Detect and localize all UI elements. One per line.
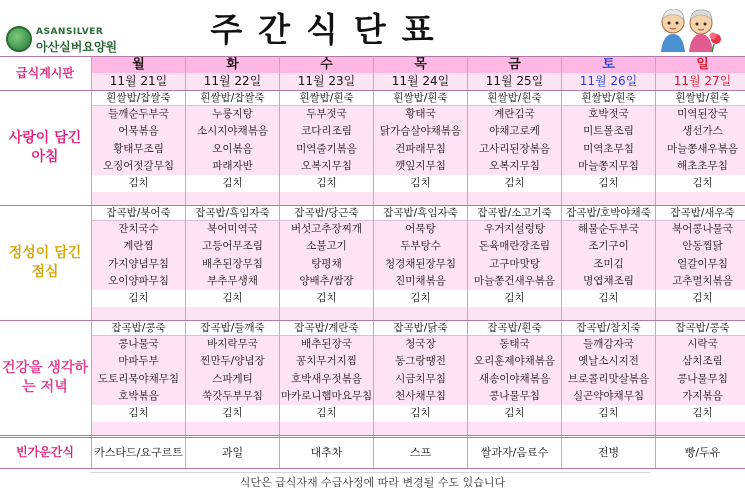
side-dish-item: 가지볶음	[682, 389, 723, 402]
meal-cell	[656, 90, 745, 205]
side-dish-item: 깻잎지무침	[395, 159, 446, 172]
side-dish-item: 오이양파무침	[108, 274, 169, 287]
side-dish-item: 마늘쫑지무침	[578, 159, 639, 172]
rice-porridge-item: 잡곡밥/호박야채죽	[562, 205, 655, 221]
column-divider	[561, 56, 562, 468]
side-dish-item: 소시지야채볶음	[196, 125, 268, 138]
snack-item: 과일	[186, 439, 279, 466]
snack-item: 스프	[374, 439, 467, 466]
side-dish-item: 고추멸치볶음	[672, 274, 733, 287]
rice-porridge-item: 흰쌀밥/흰죽	[280, 90, 373, 106]
side-dish-item: 김치	[92, 405, 185, 422]
side-dish-item: 부추무생채	[207, 274, 258, 287]
side-dish-item: 청국장	[405, 338, 436, 350]
row-divider	[0, 437, 745, 438]
side-dish-item: 미역줄기볶음	[296, 142, 357, 155]
side-dish-item: 북어콩나물국	[672, 223, 733, 235]
side-dish-item: 야채고로케	[489, 125, 540, 138]
rice-porridge-item: 잡곡밥/들깨죽	[186, 320, 279, 336]
day-name: 화	[186, 56, 279, 73]
side-dish-item: 두부탕수	[400, 240, 441, 253]
side-dish-item: 시금치무침	[395, 372, 446, 385]
rice-porridge-item: 잡곡밥/닭죽	[374, 320, 467, 336]
rice-porridge-item: 흰쌀밥/흰죽	[562, 90, 655, 106]
rice-porridge-item: 잡곡밥/흑임자죽	[186, 205, 279, 221]
side-dish-item: 브로콜리맛살볶음	[567, 372, 650, 385]
day-header	[280, 56, 373, 90]
side-dish-item: 탕평채	[311, 257, 342, 270]
rice-porridge-item: 잡곡밥/콩죽	[92, 320, 185, 336]
meal-cell	[280, 320, 373, 435]
page-title: 주간식단표	[210, 10, 450, 49]
day-header	[374, 56, 467, 90]
row-divider	[0, 435, 745, 436]
side-dish-item: 동그랑땡전	[395, 355, 446, 368]
side-dish-item: 김치	[280, 405, 373, 422]
rice-porridge-item: 잡곡밥/소고기죽	[468, 205, 561, 221]
side-dish-item: 호박젓국	[588, 108, 629, 120]
side-dish-item: 생선가스	[682, 125, 723, 138]
dinner-label: 건강을 생각하는 저녁	[0, 320, 90, 435]
meal-cell	[280, 90, 373, 205]
rice-porridge-item: 잡곡밥/흑임자죽	[374, 205, 467, 221]
side-dish-item: 김치	[468, 290, 561, 307]
row-divider	[0, 468, 745, 469]
rice-porridge-item: 흰쌀밥/찹쌀죽	[186, 90, 279, 106]
day-date: 11월 23일	[280, 73, 373, 90]
side-dish-item: 계란김국	[494, 108, 535, 120]
side-dish-item: 닭가슴살야채볶음	[379, 125, 462, 138]
day-name: 일	[656, 56, 745, 73]
logo-name: 아산실버요양원	[36, 40, 118, 54]
snack-item: 빵/두유	[656, 439, 745, 466]
row-divider	[0, 56, 745, 57]
snack-item: 대추차	[280, 439, 373, 466]
column-divider	[655, 56, 656, 468]
day-date: 11월 24일	[374, 73, 467, 90]
side-dish-item: 건파래무침	[395, 142, 446, 155]
side-dish-item: 오복지무침	[301, 159, 352, 172]
side-dish-item: 호박볶음	[118, 389, 159, 402]
side-dish-item: 김치	[656, 405, 745, 422]
side-dish-item: 명엽채조림	[583, 274, 634, 287]
side-dish-item: 삼치조림	[682, 355, 723, 368]
side-dish-item: 고구마맛탕	[489, 257, 540, 270]
rice-porridge-item: 잡곡밥/북어죽	[92, 205, 185, 221]
side-dish-item: 바지락무국	[207, 338, 258, 350]
rice-porridge-item: 흰쌀밥/흰죽	[374, 90, 467, 106]
side-dish-item: 양배추/쌈장	[299, 274, 354, 287]
side-dish-item: 동태국	[499, 338, 530, 350]
snack-item: 카스타드/요구르트	[92, 439, 185, 466]
meal-cell	[656, 320, 745, 435]
snack-item: 전병	[562, 439, 655, 466]
side-dish-item: 김치	[186, 290, 279, 307]
side-dish-item: 소불고기	[306, 240, 347, 253]
side-dish-item: 배추된장무침	[202, 257, 263, 270]
side-dish-item: 고사리된장볶음	[478, 142, 550, 155]
rice-porridge-item: 잡곡밥/콩죽	[656, 320, 745, 336]
side-dish-item: 콩나물무침	[489, 389, 540, 402]
side-dish-item: 김치	[186, 405, 279, 422]
day-name: 금	[468, 56, 561, 73]
side-dish-item: 옛날소시지전	[578, 355, 639, 368]
side-dish-item: 김치	[562, 405, 655, 422]
side-dish-item: 김치	[374, 175, 467, 192]
menu-board-label: 급식계시판	[0, 56, 90, 90]
side-dish-item: 배추된장국	[301, 338, 352, 350]
rice-porridge-item: 흰쌀밥/흰죽	[656, 90, 745, 106]
meal-cell	[92, 320, 185, 435]
side-dish-item: 마카로니햄마요무침	[280, 389, 373, 402]
grandparents-mascot-icon	[651, 6, 723, 54]
meal-cell	[374, 90, 467, 205]
snack-label: 빈가운간식	[0, 439, 90, 466]
side-dish-item: 스파게티	[212, 372, 253, 385]
meal-cell	[374, 320, 467, 435]
side-dish-item: 실곤약야채무침	[572, 389, 644, 402]
side-dish-item: 황태국	[405, 108, 436, 120]
column-divider	[373, 56, 374, 468]
side-dish-item: 김치	[656, 175, 745, 192]
side-dish-item: 김치	[562, 290, 655, 307]
side-dish-item: 가지양념무침	[108, 257, 169, 270]
side-dish-item: 호박새우젓볶음	[290, 372, 362, 385]
side-dish-item: 황태무조림	[113, 142, 164, 155]
logo-subtitle: ASANSILVER	[36, 27, 104, 37]
meal-cell	[656, 205, 745, 320]
side-dish-item: 돈육매란장조림	[478, 240, 550, 253]
side-dish-item: 잔치국수	[118, 223, 159, 235]
rice-porridge-item: 잡곡밥/새우죽	[656, 205, 745, 221]
side-dish-item: 꽁치무거지찜	[296, 355, 357, 368]
side-dish-item: 김치	[374, 405, 467, 422]
rice-porridge-item: 흰쌀밥/흰죽	[468, 90, 561, 106]
meal-cell	[186, 320, 279, 435]
side-dish-item: 고등어무조림	[202, 240, 263, 253]
row-divider	[0, 320, 745, 321]
day-name: 토	[562, 56, 655, 73]
side-dish-item: 들깨감자국	[583, 338, 634, 350]
side-dish-item: 천사채무침	[395, 389, 446, 402]
day-name: 목	[374, 56, 467, 73]
meal-cell	[92, 205, 185, 320]
side-dish-item: 어묵탕	[405, 223, 436, 235]
side-dish-item: 쑥갓두부무침	[202, 389, 263, 402]
side-dish-item: 콩나물국	[118, 338, 159, 350]
side-dish-item: 계란찜	[123, 240, 154, 253]
breakfast-label: 사랑이 담긴 아침	[0, 90, 90, 205]
lunch-label: 정성이 담긴 점심	[0, 205, 90, 320]
day-date: 11월 21일	[92, 73, 185, 90]
footer-note: 식단은 급식자재 수급사정에 따라 변경될 수도 있습니다	[239, 476, 506, 489]
side-dish-item: 김치	[562, 175, 655, 192]
side-dish-item: 코다리조림	[301, 125, 352, 138]
day-date: 11월 22일	[186, 73, 279, 90]
side-dish-item: 오복지무침	[489, 159, 540, 172]
side-dish-item: 청경채된장무침	[384, 257, 456, 270]
side-dish-item: 김치	[280, 290, 373, 307]
day-name: 월	[92, 56, 185, 73]
side-dish-item: 오징어젓갈무침	[102, 159, 174, 172]
day-header	[92, 56, 185, 90]
row-divider	[0, 205, 745, 206]
side-dish-item: 북어미역국	[207, 223, 258, 235]
side-dish-item: 김치	[656, 290, 745, 307]
meal-cell	[92, 90, 185, 205]
side-dish-item: 오리훈제야채볶음	[473, 355, 556, 368]
day-date: 11월 25일	[468, 73, 561, 90]
side-dish-item: 조미김	[593, 257, 624, 270]
rice-porridge-item: 흰쌀밥/찹쌀죽	[92, 90, 185, 106]
side-dish-item: 오이볶음	[212, 142, 253, 155]
side-dish-item: 찐만두/양념장	[200, 355, 265, 368]
logo-icon	[6, 26, 32, 52]
side-dish-item: 마늘쫑건새우볶음	[473, 274, 556, 287]
side-dish-item: 김치	[92, 175, 185, 192]
side-dish-item: 콩나물무침	[677, 372, 728, 385]
day-header	[562, 56, 655, 90]
meal-cell	[562, 205, 655, 320]
meal-cell	[186, 205, 279, 320]
row-divider	[0, 90, 745, 91]
meal-cell	[468, 320, 561, 435]
column-divider	[91, 56, 92, 468]
rice-porridge-item: 잡곡밥/당근죽	[280, 205, 373, 221]
side-dish-item: 우거지설렁탕	[484, 223, 545, 235]
side-dish-item: 김치	[374, 290, 467, 307]
side-dish-item: 두부젓국	[306, 108, 347, 120]
day-header	[186, 56, 279, 90]
snack-item: 쌀과자/음료수	[468, 439, 561, 466]
side-dish-item: 들깨순두부국	[108, 108, 169, 120]
meal-cell	[468, 205, 561, 320]
column-divider	[279, 56, 280, 468]
side-dish-item: 김치	[92, 290, 185, 307]
day-name: 수	[280, 56, 373, 73]
day-header	[468, 56, 561, 90]
side-dish-item: 김치	[280, 175, 373, 192]
side-dish-item: 누룽지탕	[212, 108, 253, 120]
day-header	[656, 56, 745, 90]
side-dish-item: 새송이야채볶음	[478, 372, 550, 385]
side-dish-item: 미트볼조림	[583, 125, 634, 138]
column-divider	[185, 56, 186, 468]
meal-cell	[280, 205, 373, 320]
meal-cell	[562, 320, 655, 435]
side-dish-item: 김치	[468, 175, 561, 192]
meal-cell	[468, 90, 561, 205]
side-dish-item: 얼갈이무침	[677, 257, 728, 270]
day-date: 11월 27일	[656, 73, 745, 90]
side-dish-item: 버섯고추장찌개	[290, 223, 362, 235]
side-dish-item: 시락국	[687, 338, 718, 350]
side-dish-item: 안동찜닭	[682, 240, 723, 253]
side-dish-item: 미역초무침	[583, 142, 634, 155]
side-dish-item: 미역된장국	[677, 108, 728, 120]
side-dish-item: 해초초무침	[677, 159, 728, 172]
side-dish-item: 파래자반	[212, 159, 253, 172]
column-divider	[467, 56, 468, 468]
side-dish-item: 김치	[186, 175, 279, 192]
page-header	[0, 0, 745, 56]
side-dish-item: 마늘쫑새우볶음	[666, 142, 738, 155]
meal-cell	[562, 90, 655, 205]
side-dish-item: 진미채볶음	[395, 274, 446, 287]
side-dish-item: 조기구이	[588, 240, 629, 253]
rice-porridge-item: 잡곡밥/흰죽	[468, 320, 561, 336]
side-dish-item: 김치	[468, 405, 561, 422]
rice-porridge-item: 잡곡밥/참치죽	[562, 320, 655, 336]
side-dish-item: 도토리묵야채무침	[97, 372, 180, 385]
day-date: 11월 26일	[562, 73, 655, 90]
rice-porridge-item: 잡곡밥/계란죽	[280, 320, 373, 336]
meal-cell	[186, 90, 279, 205]
side-dish-item: 어묵볶음	[118, 125, 159, 138]
meal-cell	[374, 205, 467, 320]
side-dish-item: 마파두부	[118, 355, 159, 368]
side-dish-item: 해물순두부국	[578, 223, 639, 235]
